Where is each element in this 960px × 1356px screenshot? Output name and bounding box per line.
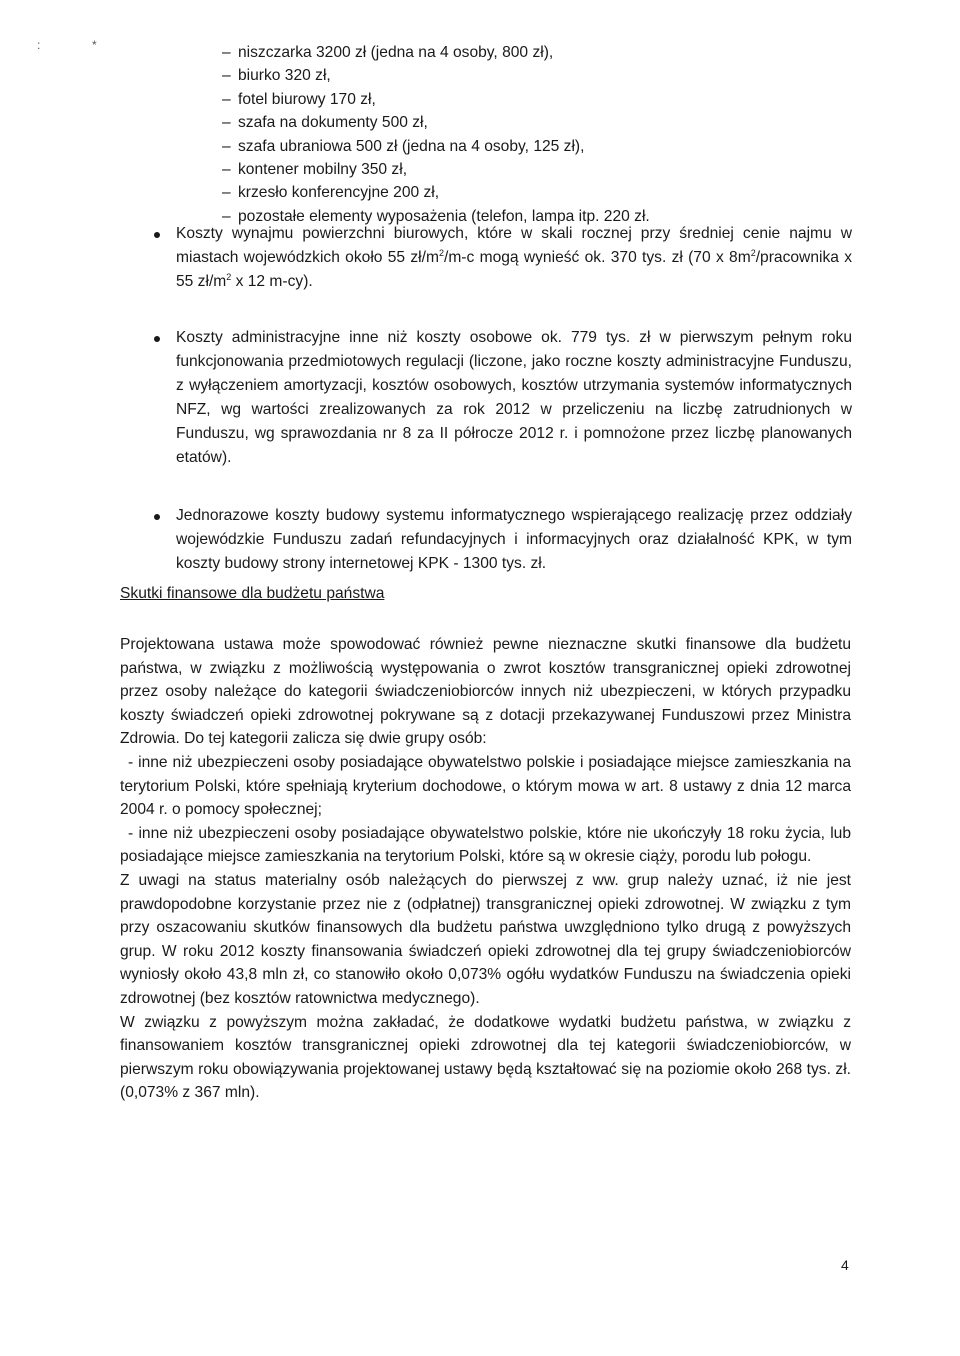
section-body	[120, 633, 851, 1105]
bullet-dot-icon	[154, 232, 160, 238]
equipment-cost-list	[222, 41, 650, 228]
paragraph: W związku z powyższym można zakładać, że dodatkowe wydatki budżetu państwa, w związku z finansowaniem kosztów transgranicznej opieki zdrowotnej dla tej kategorii świadczeniobiorców, w pierwszym roku obowiązywania projektowanej ustawy będą kształtować się na poziomie około 268 tys. zł. (0,073% z 367 mln).	[120, 1013, 851, 1102]
list-item: – kontener mobilny 350 zł,	[222, 160, 408, 178]
paragraph: Z uwagi na status materialny osób należących do pierwszej z ww. grup należy uznać, iż nie jest prawdopodobne korzystanie przez nie z (odpłatnej) transgranicznej opieki zdrowotnej. W związku z tym przy oszacowaniu skutków finansowych dla budżetu państwa uwzględniono tylko drugą z powyższych grup. W roku 2012 koszty finansowania świadczeń opieki zdrowotnej dla tej grupy świadczeniobiorców wyniosły około 43,8 mln zł, co stanowiło około 0,073% ogółu wydatków Funduszu na świadczenia opieki zdrowotnej (bez kosztów ratownictwa medycznego).	[120, 871, 851, 1007]
list-item: – szafa ubraniowa 500 zł (jedna na 4 osoby, 125 zł),	[222, 137, 585, 155]
bullet-dot-icon	[154, 336, 160, 342]
list-item: – krzesło konferencyjne 200 zł,	[222, 184, 440, 202]
list-item: – szafa na dokumenty 500 zł,	[222, 114, 428, 132]
section-heading: Skutki finansowe dla budżetu państwa	[120, 585, 385, 602]
scan-mark-colon: :	[37, 38, 41, 52]
list-item: – niszczarka 3200 zł (jedna na 4 osoby, 800 zł),	[222, 44, 554, 61]
scan-mark-asterisk: *	[92, 38, 97, 52]
list-item: – biurko 320 zł,	[222, 67, 331, 85]
bullet-dot-icon	[154, 514, 160, 520]
page-number: 4	[841, 1257, 849, 1273]
bullet-administrative-costs: Koszty administracyjne inne niż koszty osobowe ok. 779 tys. zł w pierwszym pełnym roku funkcjonowania przedmiotowych regulacji (liczone, jako roczne koszty administracyjne Funduszu, z wyłączeniem amortyzacji, kosztów osobowych, kosztów utrzymania systemów informatycznych NFZ, wg wartości zrealizowanych za rok 2012 w przeliczeniu na liczbę zatrudnionych w Funduszu, wg sprawozdania nr 8 za II półrocze 2012 r. i pomnożone przez liczbę planowanych etatów).	[152, 326, 852, 504]
bullet-office-rent: Koszty wynajmu powierzchni biurowych, które w skali rocznej przy średniej cenie najmu w miastach wojewódzkich około 55 $zł/m^2/m-c$ mogą wynieść ok. 370 tys. zł (70 x $8m^2$/pracownika x 55 $zł/m^2$ x 12 m-cy).	[152, 222, 852, 326]
cost-bullet-list	[152, 222, 852, 576]
list-item: – fotel biurowy 170 zł,	[222, 90, 376, 108]
bullet-it-system-costs: Jednorazowe koszty budowy systemu informatycznego wspierającego realizację przez oddziały wojewódzkie Funduszu zadań refundacyjnych i informacyjnych oraz działalność KPK, w tym koszty budowy strony internetowej KPK - 1300 tys. zł.	[152, 504, 852, 576]
paragraph-dash-item: - inne niż ubezpieczeni osoby posiadające obywatelstwo polskie, które nie ukończyły 18 roku życia, lub posiadające miejsce zamieszkania na terytorium Polski, które są w okresie ciąży, porodu lub połogu.	[120, 824, 851, 866]
paragraph: Projektowana ustawa może spowodować również pewne nieznaczne skutki finansowe dla budżetu państwa, w związku z możliwością występowania o zwrot kosztów transgranicznej opieki zdrowotnej przez osoby należące do kategorii świadczeniobiorców innych niż ubezpieczeni, w których przypadku koszty świadczeń opieki zdrowotnej pokrywane są z dotacji przekazywanej Funduszowi przez Ministra Zdrowia. Do tej kategorii zalicza się dwie grupy osób:	[120, 636, 851, 748]
paragraph-dash-item: - inne niż ubezpieczeni osoby posiadające obywatelstwo polskie i posiadające miejsce zamieszkania na terytorium Polski, które spełniają kryterium dochodowe, o którym mowa w art. 8 ustawy z dnia 12 marca 2004 r. o pomocy społecznej;	[120, 753, 851, 819]
list-item: – pozostałe elementy wyposażenia (telefon, lampa itp. 220 zł.	[222, 207, 650, 225]
